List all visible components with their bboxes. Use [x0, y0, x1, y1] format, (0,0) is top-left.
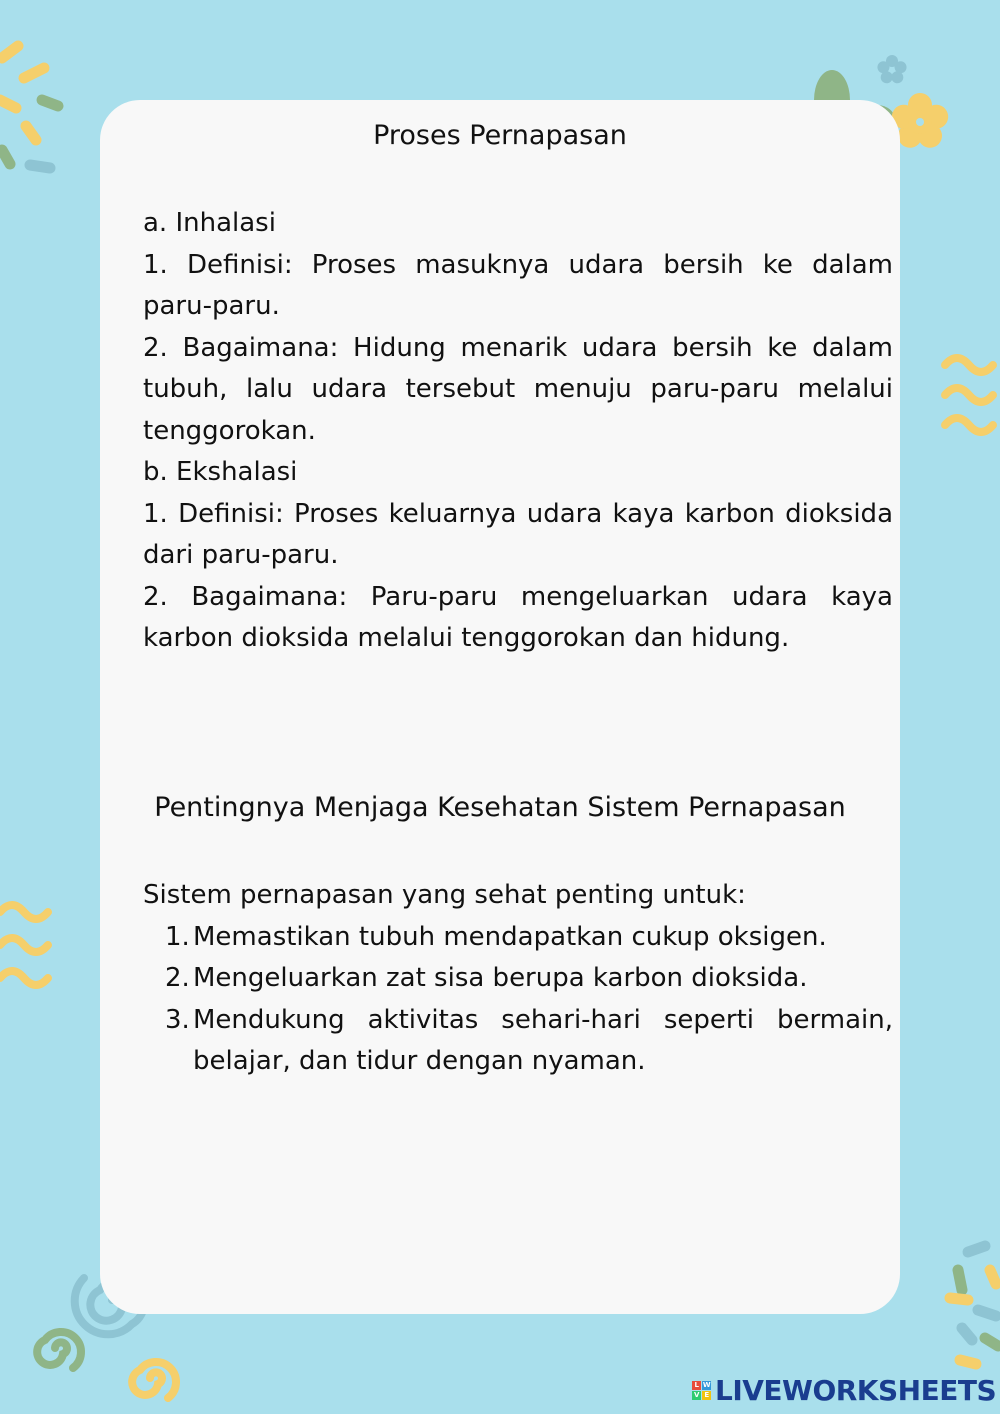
confetti-top-left-icon [0, 46, 58, 168]
section-title-pentingnya: Pentingnya Menjaga Kesehatan Sistem Pernapasan [154, 792, 846, 823]
list-item: 2. Mengeluarkan zat sisa berupa karbon dioksida. [165, 963, 808, 993]
section-proses-pernapasan [143, 203, 893, 660]
blue-flower-icon [876, 55, 908, 86]
section-pentingnya [143, 875, 893, 1083]
ekshalasi-heading: b. Ekshalasi [143, 457, 298, 487]
intro-text: Sistem pernapasan yang sehat penting untuk: [143, 880, 746, 910]
ekshalasi-how: 2. Bagaimana: Paru-paru mengeluarkan udara kaya karbon dioksida melalui tenggorokan dan hidung. [143, 581, 893, 653]
squiggle-right-icon [945, 358, 993, 432]
inhalasi-definition: 1. Definisi: Proses masuknya udara bersih ke dalam paru-paru. [143, 249, 893, 321]
brand-name: LIVEWORKSHEETS [715, 1373, 997, 1407]
liveworksheets-logo[interactable] [692, 1370, 996, 1410]
section-title-proses-pernapasan: Proses Pernapasan [373, 120, 627, 151]
list-item: 3. Mendukung aktivitas sehari-hari seperti bermain, belajar, dan tidur dengan nyaman. [165, 1004, 893, 1076]
liveworksheets-icon: L W V E [692, 1381, 711, 1400]
inhalasi-heading: a. Inhalasi [143, 208, 276, 238]
list-item: 1. Memastikan tubuh mendapatkan cukup oksigen. [165, 921, 827, 952]
importance-list [143, 917, 893, 1083]
inhalasi-how: 2. Bagaimana: Hidung menarik udara bersih ke dalam tubuh, lalu udara tersebut menuju paru-paru melalui tenggorokan. [143, 332, 893, 446]
ekshalasi-definition: 1. Definisi: Proses keluarnya udara kaya karbon dioksida dari paru-paru. [143, 498, 893, 570]
confetti-bottom-right-icon [950, 1246, 998, 1364]
squiggle-left-icon [0, 905, 48, 985]
